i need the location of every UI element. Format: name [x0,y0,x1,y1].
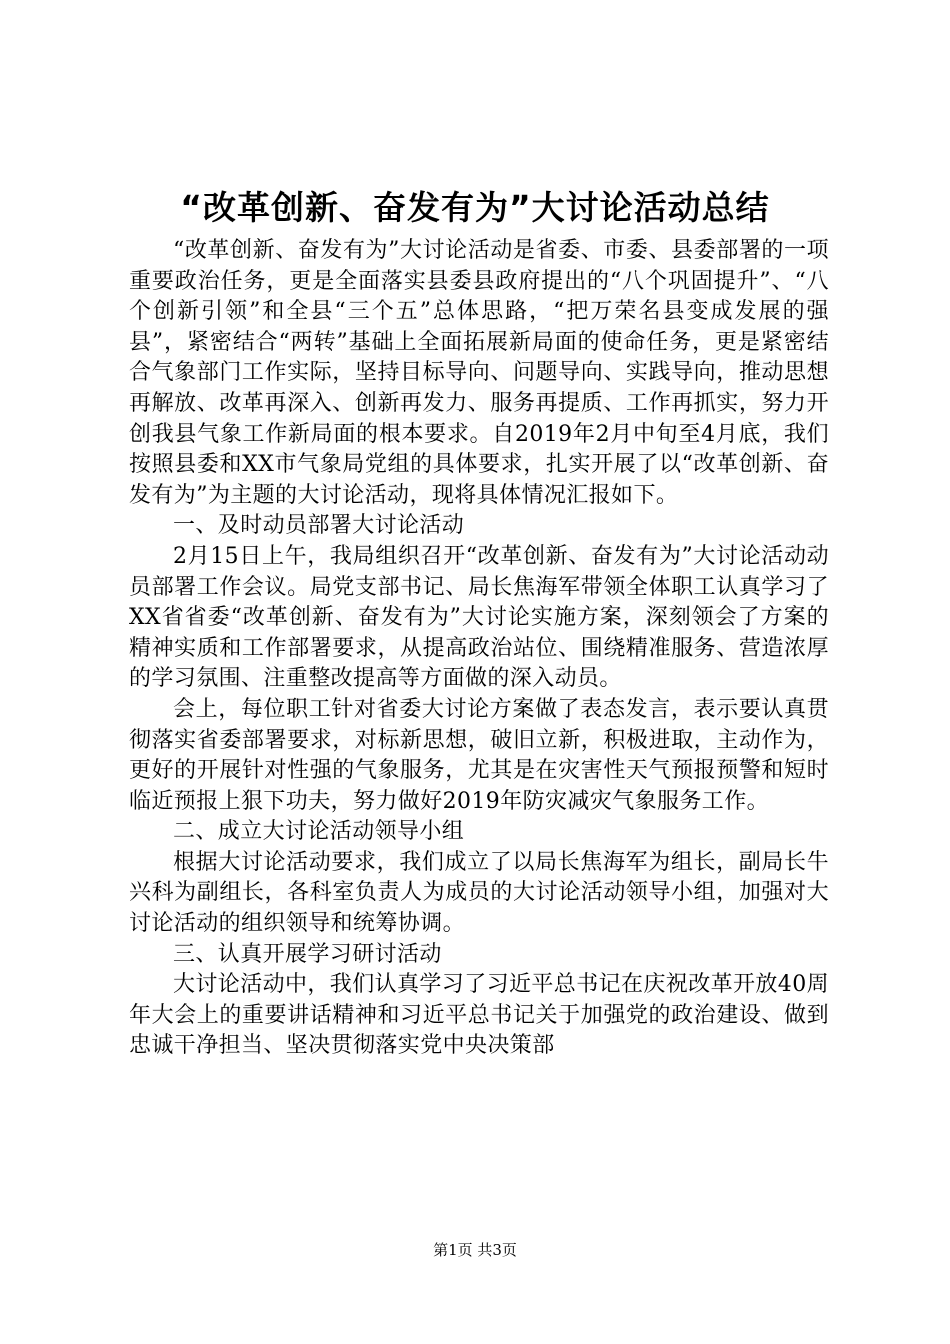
section-3-paragraph-1: 大讨论活动中，我们认真学习了习近平总书记在庆祝改革开放40周年大会上的重要讲话精神和习近平总书记关于加强党的政治建设、做到忠诚干净担当、坚决贯彻落实党中央决策部 [129,972,829,1059]
section-heading-1: 一、及时动员部署大讨论活动 [173,513,465,539]
section-2-paragraph-1: 根据大讨论活动要求，我们成立了以局长焦海军为组长，副局长牛兴科为副组长，各科室负责人为成员的大讨论活动领导小组，加强对大讨论活动的组织领导和统筹协调。 [129,849,829,937]
page-number-footer: 第1页 共3页 [433,1241,517,1259]
section-1-paragraph-1: 2月15日上午，我局组织召开“改革创新、奋发有为”大讨论活动动员部署工作会议。局党支部书记、局长焦海军带领全体职工认真学习了XX省省委“改革创新、奋发有为”大讨论实施方案，深刻领会了方案的精神实质和工作部署要求，从提高政治站位、围绕精准服务、营造浓厚的学习氛围、注重整改提高等方面做的深入动员。 [129,543,829,692]
section-1-paragraph-2: 会上，每位职工针对省委大讨论方案做了表态发言，表示要认真贯彻落实省委部署要求，对标新思想，破旧立新，积极进取，主动作为，更好的开展针对性强的气象服务，尤其是在灾害性天气预报预警和短时临近预报上狠下功夫，努力做好2019年防灾减灾气象服务工作。 [129,696,829,814]
section-heading-3: 三、认真开展学习研讨活动 [173,941,442,967]
intro-paragraph: “改革创新、奋发有为”大讨论活动是省委、市委、县委部署的一项重要政治任务，更是全面落实县委县政府提出的“八个巩固提升”、“八个创新引领”和全县“三个五”总体思路，“把万荣名县变成发展的强县”，紧密结合“两转”基础上全面拓展新局面的使命任务，更是紧密结合气象部门工作实际，坚持目标导向、问题导向、实践导向，推动思想再解放、改革再深入、创新再发力、服务再提质、工作再抓实，努力开创我县气象工作新局面的根本要求。自2019年2月中旬至4月底，我们按照县委和XX市气象局党组的具体要求，扎实开展了以“改革创新、奋发有为”为主题的大讨论活动，现将具体情况汇报如下。 [129,238,829,508]
document-body [129,236,829,1062]
page-title: “改革创新、奋发有为”大讨论活动总结 [180,188,770,227]
section-heading-2: 二、成立大讨论活动领导小组 [173,819,465,845]
